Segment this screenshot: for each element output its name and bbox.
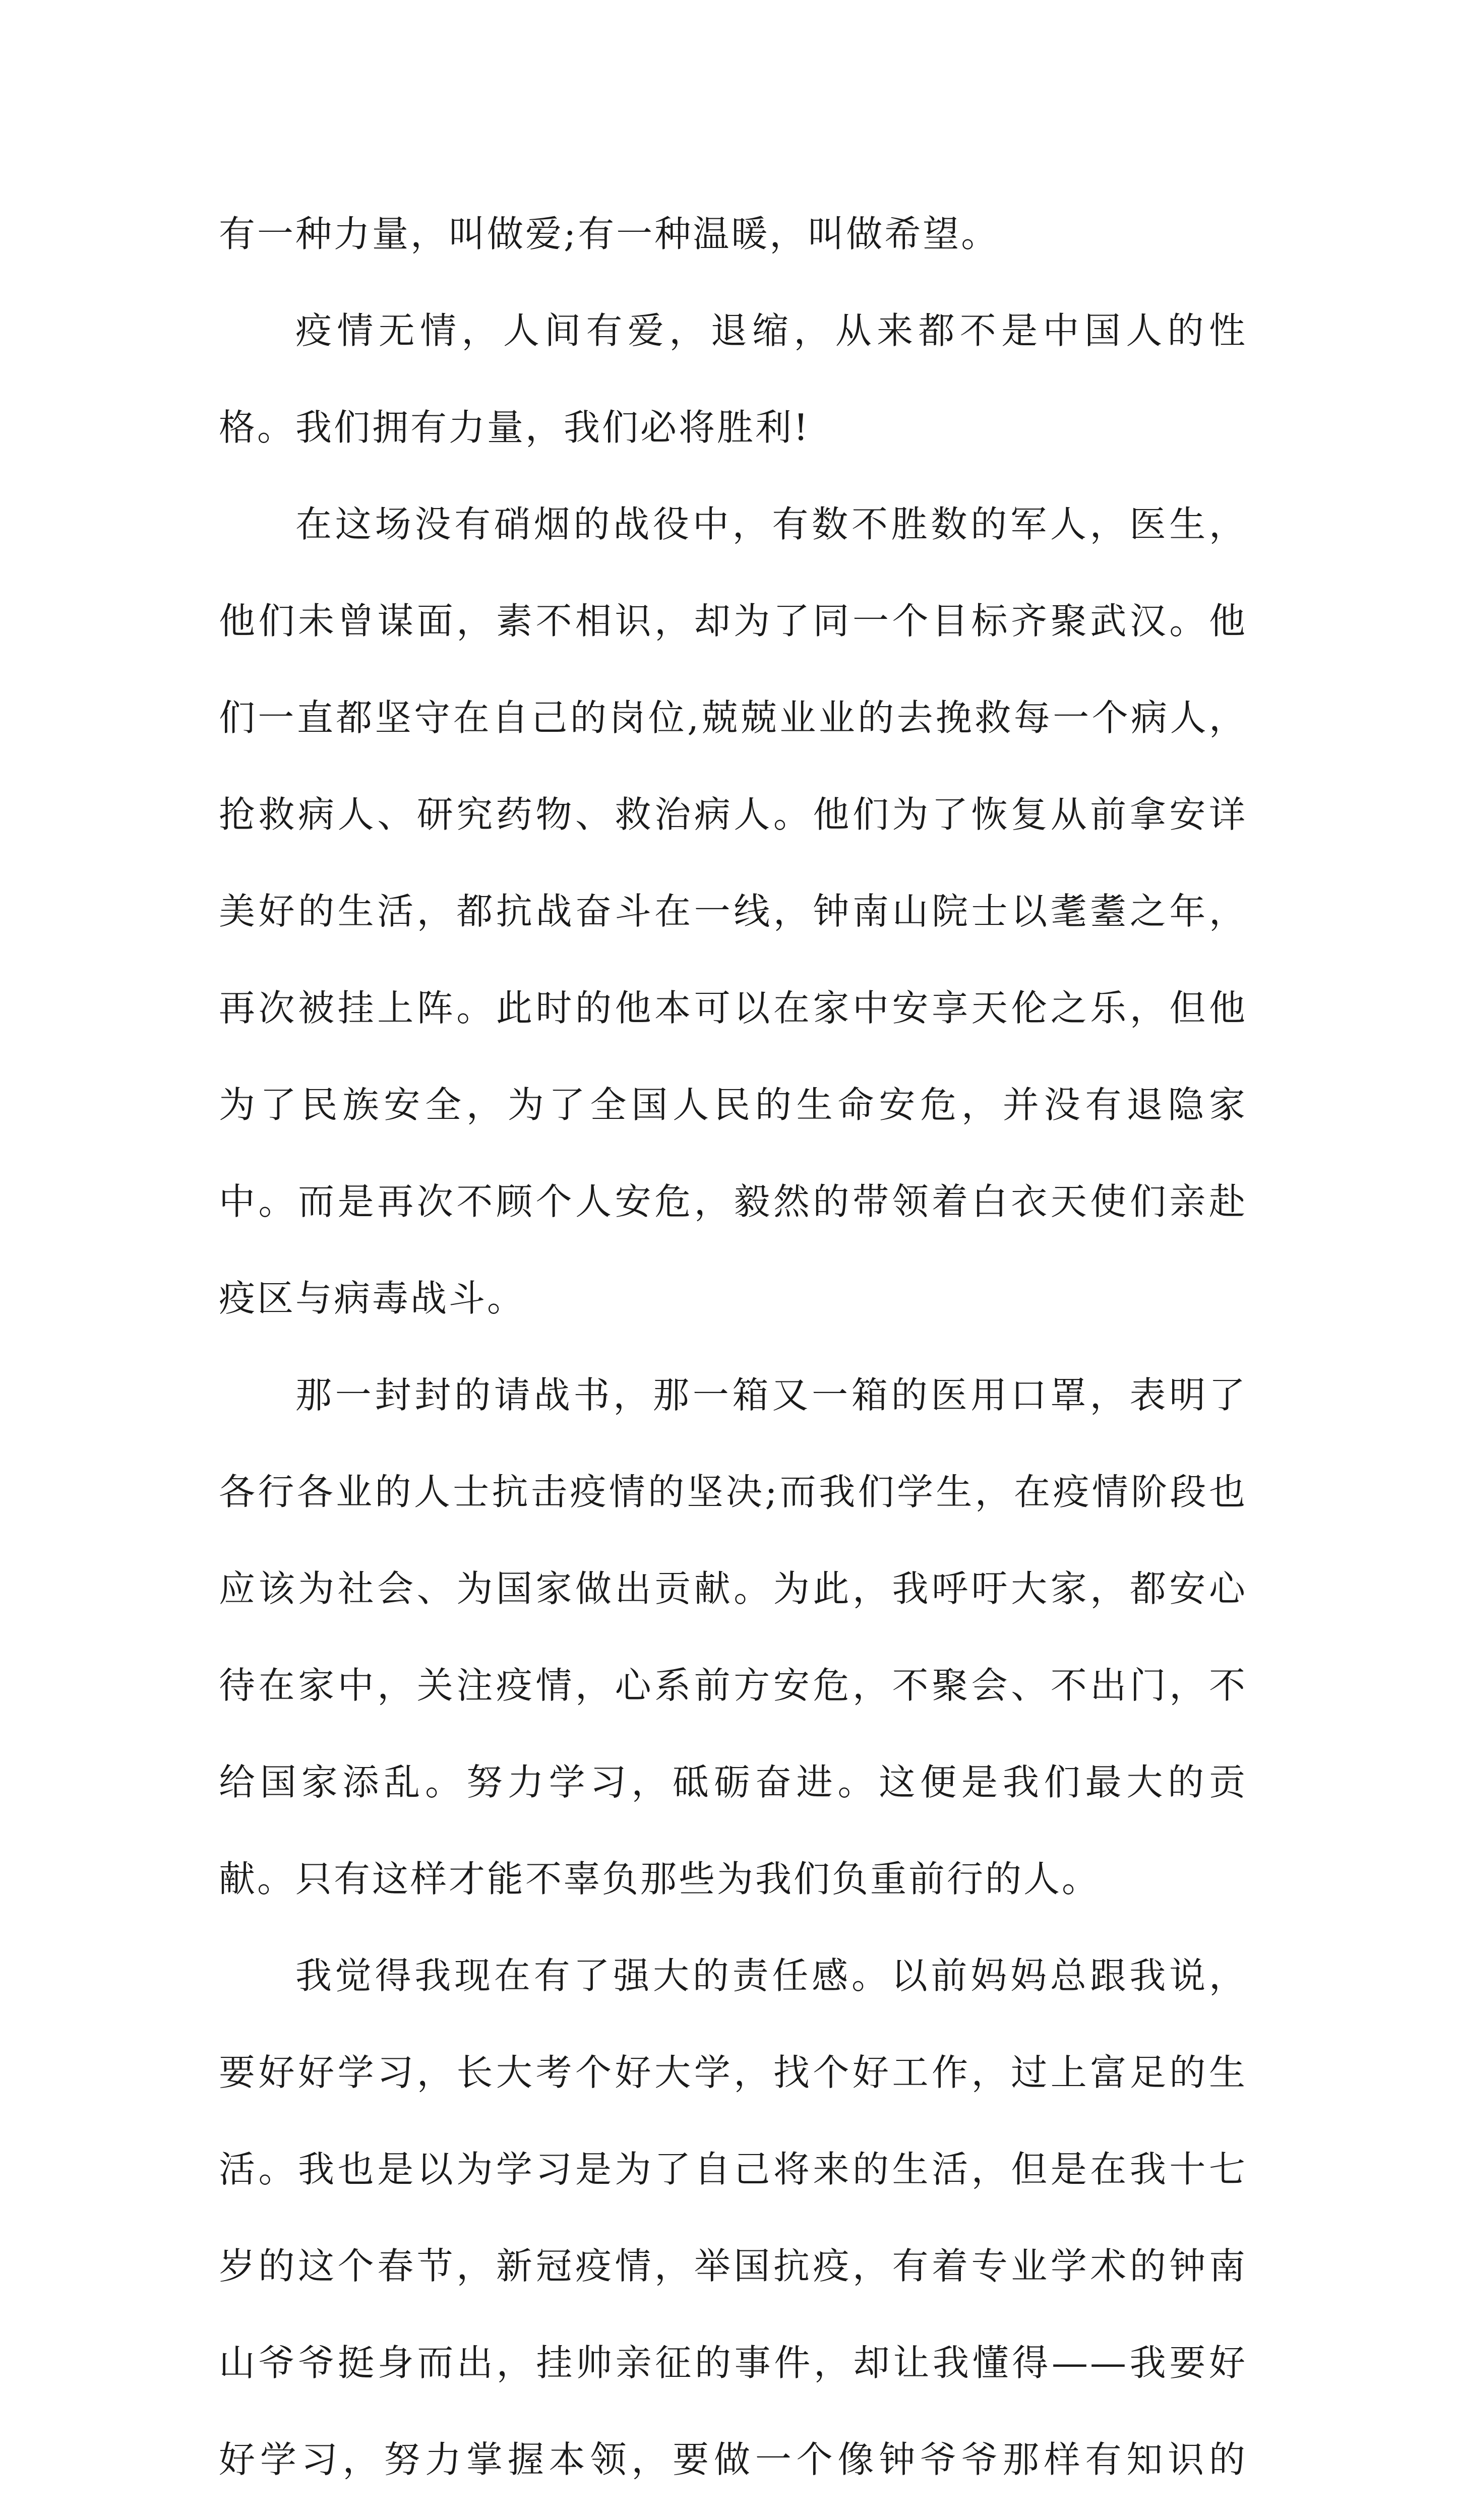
document-body	[219, 185, 1247, 2520]
paragraph-5: 我觉得我现在有了强大的责任感。以前妈妈总跟我说，要好好学习，长大考个好大学，找个好工作，过上富足的生活。我也是以为学习是为了自己将来的生活，但是在我十七岁的这个春节，新冠疫情，举国抗疫，有着专业学术的钟南山爷爷挺身而出，挂帅亲征的事件，却让我懂得——我要好好学习，努力掌握本领，要做一个像钟爷爷那样有知识的	[219, 1955, 1247, 2481]
paragraph-1: 有一种力量，叫做爱;有一种温暖，叫做希望。	[219, 213, 1000, 255]
paragraph-3: 在这场没有硝烟的战役中，有数不胜数的军人，医生，他们未曾谋面，素不相识，却为了同一个目标齐聚武汉。他们一直都坚守在自己的岗位,兢兢业业的去挽救每一个病人，抢救病人、研究药物、救治病人。他们为了恢复从前拿安详美好的生活，都抗战奋斗在一线，钟南山院士以耄耋之年，再次被挂上阵。此时的他本可以在家中安享天伦之乐，但他为了民族安全，为了全国人民的生命安危，并没有退隐家中。而是再次不顾个人安危，毅然的带领着白衣天使们亲赴疫区与病毒战斗。	[219, 503, 1247, 1319]
paragraph-4: 那一封封的请战书，那一箱又一箱的医用口罩，表明了各行各业的人士抗击疫情的坚决;而我们学生，在疫情阶段也应该为社会、为国家做出贡献。为此，我呼吁大家，都安心待在家中，关注疫情，心系前方安危，不聚会、不出门，不给国家添乱。努力学习，砥砺奋进。这便是我们最大的贡献。只有这样才能不辜负那些为我们负重前行的人。	[219, 1374, 1247, 1900]
paragraph-2: 疫情无情，人间有爱，退缩，从来都不是中国人的性格。我们拥有力量，我们必将胜利!	[219, 309, 1247, 449]
